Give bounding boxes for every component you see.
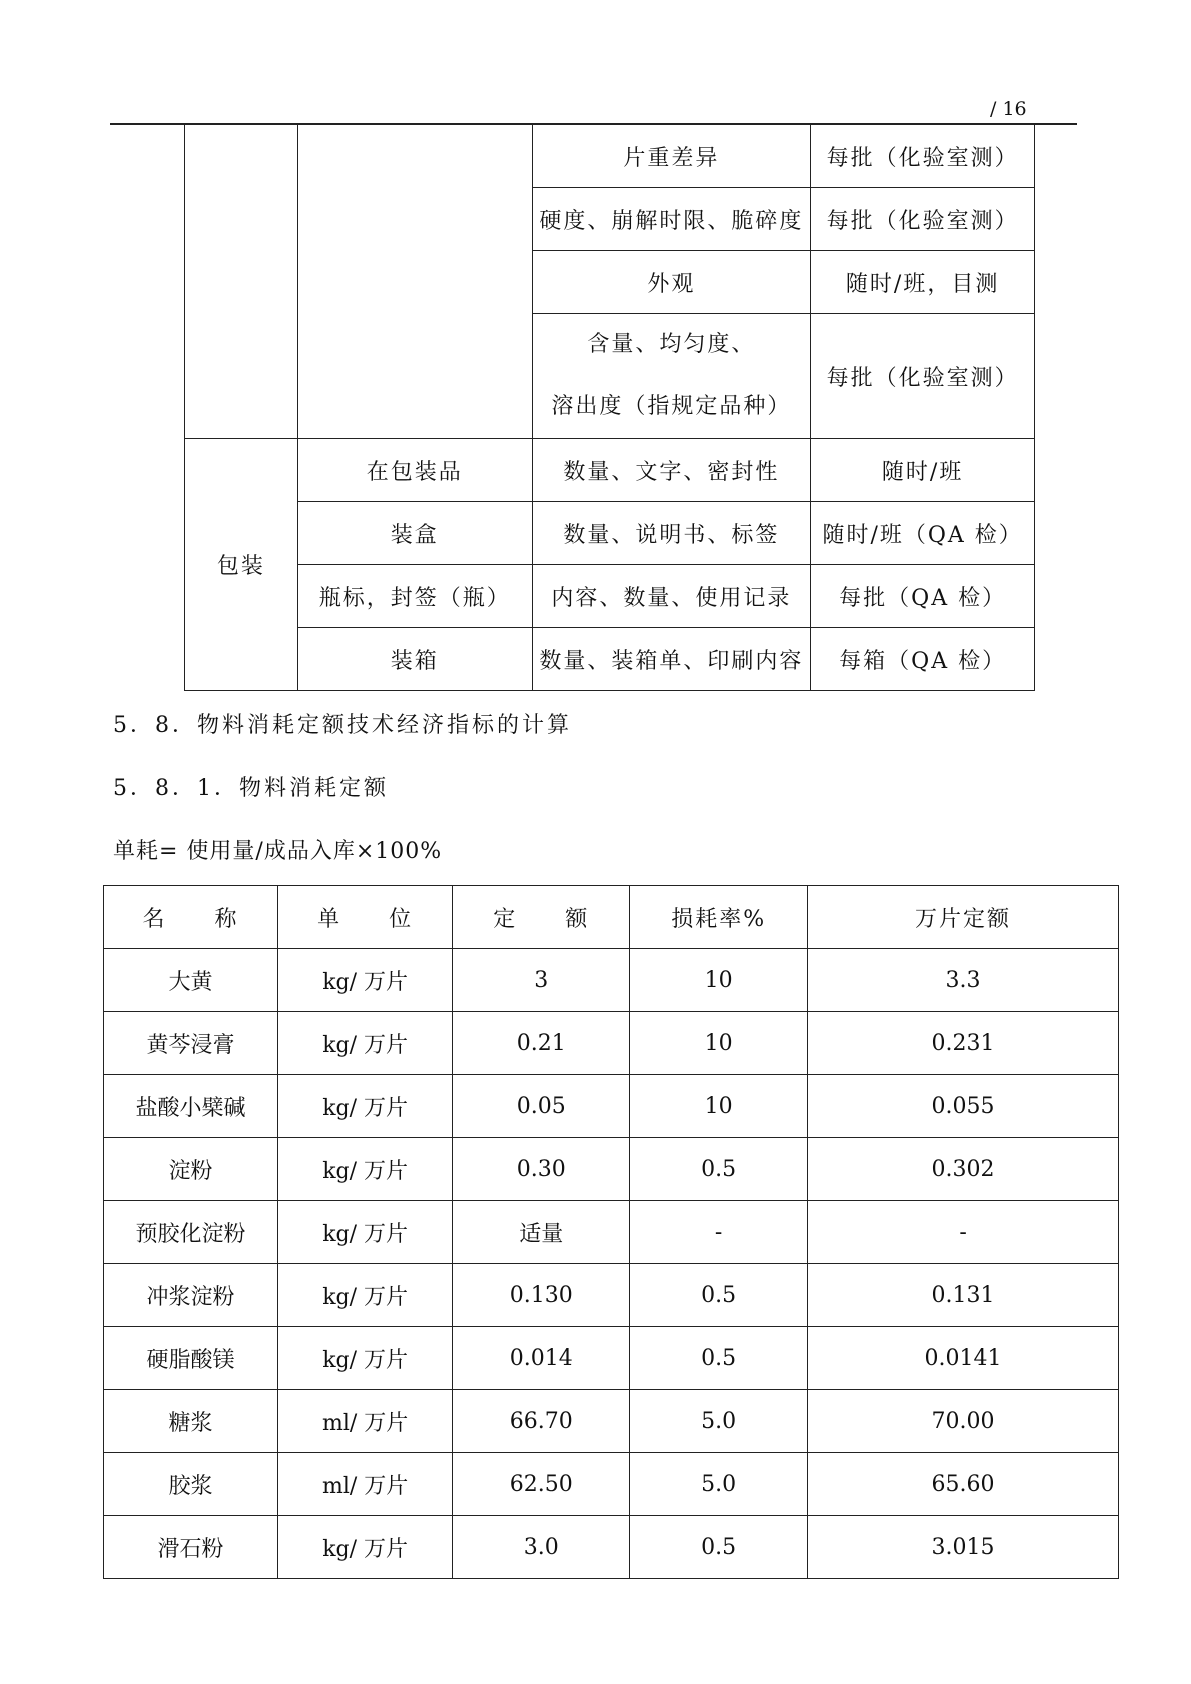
column-header-per-10k-quota: 万片定额 [808, 886, 1119, 949]
check-item: 硬度、崩解时限、脆碎度 [532, 188, 811, 251]
material-consumption-table [103, 885, 1119, 1579]
table-row [104, 1138, 1119, 1201]
unit-cell: kg/ 万片 [278, 1075, 453, 1138]
quota-cell: 适量 [453, 1201, 630, 1264]
table-row [185, 628, 1035, 691]
table-row [104, 1012, 1119, 1075]
quota-cell: 3.0 [453, 1516, 630, 1579]
unit-cell: kg/ 万片 [278, 1264, 453, 1327]
check-item: 片重差异 [532, 125, 811, 188]
column-header-loss-rate: 损耗率% [630, 886, 808, 949]
per-10k-quota-cell: 0.0141 [808, 1327, 1119, 1390]
table-row [185, 565, 1035, 628]
column-header-unit: 单 位 [278, 886, 453, 949]
loss-rate-cell: 10 [630, 1012, 808, 1075]
subsection-heading: 5．8．1．物料消耗定额 [113, 776, 389, 801]
quota-cell: 62.50 [453, 1453, 630, 1516]
table-row [185, 502, 1035, 565]
table-row [104, 1453, 1119, 1516]
material-name-cell: 淀粉 [104, 1138, 278, 1201]
table-header-row [104, 886, 1119, 949]
check-frequency: 随时/班（QA 检） [811, 502, 1035, 565]
check-frequency: 每箱（QA 检） [811, 628, 1035, 691]
table-row [104, 1516, 1119, 1579]
packaging-stage: 在包装品 [297, 439, 532, 502]
check-item-line: 溶出度（指规定品种） [551, 394, 792, 419]
check-frequency: 每批（化验室测） [811, 188, 1035, 251]
table-row [104, 1075, 1119, 1138]
per-10k-quota-cell: 65.60 [808, 1453, 1119, 1516]
packaging-stage: 装箱 [297, 628, 532, 691]
per-10k-quota-cell: 70.00 [808, 1390, 1119, 1453]
stage-cell-empty [297, 125, 532, 439]
unit-cell: kg/ 万片 [278, 949, 453, 1012]
unit-cell: kg/ 万片 [278, 1012, 453, 1075]
column-header-quota: 定 额 [453, 886, 630, 949]
quota-cell: 66.70 [453, 1390, 630, 1453]
loss-rate-cell: 5.0 [630, 1453, 808, 1516]
per-10k-quota-cell: 3.3 [808, 949, 1119, 1012]
material-name-cell: 硬脂酸镁 [104, 1327, 278, 1390]
section-heading: 5．8．物料消耗定额技术经济指标的计算 [113, 713, 572, 738]
table-row [104, 1390, 1119, 1453]
packaging-stage: 装盒 [297, 502, 532, 565]
unit-cell: ml/ 万片 [278, 1390, 453, 1453]
loss-rate-cell: 0.5 [630, 1264, 808, 1327]
check-item: 数量、装箱单、印刷内容 [532, 628, 811, 691]
check-item: 数量、文字、密封性 [532, 439, 811, 502]
check-item-line: 含量、均匀度、 [587, 332, 756, 357]
unit-cell: ml/ 万片 [278, 1453, 453, 1516]
quota-cell: 0.30 [453, 1138, 630, 1201]
check-frequency: 随时/班 [811, 439, 1035, 502]
loss-rate-cell: 10 [630, 1075, 808, 1138]
stage-cell-empty [185, 125, 298, 439]
per-10k-quota-cell: 0.302 [808, 1138, 1119, 1201]
column-header-name: 名 称 [104, 886, 278, 949]
table-row [104, 1327, 1119, 1390]
table-row [104, 949, 1119, 1012]
material-name-cell: 黄芩浸膏 [104, 1012, 278, 1075]
unit-cell: kg/ 万片 [278, 1516, 453, 1579]
material-name-cell: 糖浆 [104, 1390, 278, 1453]
table-row [185, 439, 1035, 502]
per-10k-quota-cell: 0.055 [808, 1075, 1119, 1138]
packaging-stage: 瓶标，封签（瓶） [297, 565, 532, 628]
page-number: / 16 [990, 98, 1027, 120]
material-table-body [104, 949, 1119, 1579]
check-item: 内容、数量、使用记录 [532, 565, 811, 628]
check-item: 数量、说明书、标签 [532, 502, 811, 565]
check-frequency: 随时/班，目测 [811, 251, 1035, 314]
check-frequency: 每批（QA 检） [811, 565, 1035, 628]
material-name-cell: 滑石粉 [104, 1516, 278, 1579]
material-name-cell: 盐酸小檗碱 [104, 1075, 278, 1138]
loss-rate-cell: 0.5 [630, 1327, 808, 1390]
unit-cell: kg/ 万片 [278, 1201, 453, 1264]
per-10k-quota-cell: 3.015 [808, 1516, 1119, 1579]
unit-cell: kg/ 万片 [278, 1327, 453, 1390]
check-item: 外观 [532, 251, 811, 314]
quota-cell: 0.05 [453, 1075, 630, 1138]
table-row [185, 125, 1035, 188]
check-frequency: 每批（化验室测） [811, 125, 1035, 188]
formula-text: 单耗= 使用量/成品入库×100% [113, 839, 443, 864]
check-item [532, 314, 811, 439]
check-frequency: 每批（化验室测） [811, 314, 1035, 439]
material-name-cell: 胶浆 [104, 1453, 278, 1516]
packaging-label: 包装 [185, 439, 298, 691]
unit-cell: kg/ 万片 [278, 1138, 453, 1201]
per-10k-quota-cell: - [808, 1201, 1119, 1264]
loss-rate-cell: 0.5 [630, 1138, 808, 1201]
table-row [104, 1264, 1119, 1327]
quota-cell: 0.21 [453, 1012, 630, 1075]
loss-rate-cell: - [630, 1201, 808, 1264]
quota-cell: 3 [453, 949, 630, 1012]
material-name-cell: 大黄 [104, 949, 278, 1012]
loss-rate-cell: 0.5 [630, 1516, 808, 1579]
per-10k-quota-cell: 0.131 [808, 1264, 1119, 1327]
quota-cell: 0.014 [453, 1327, 630, 1390]
material-name-cell: 预胶化淀粉 [104, 1201, 278, 1264]
per-10k-quota-cell: 0.231 [808, 1012, 1119, 1075]
table-row [104, 1201, 1119, 1264]
material-name-cell: 冲浆淀粉 [104, 1264, 278, 1327]
loss-rate-cell: 10 [630, 949, 808, 1012]
quality-check-table [184, 125, 1035, 691]
loss-rate-cell: 5.0 [630, 1390, 808, 1453]
quota-cell: 0.130 [453, 1264, 630, 1327]
